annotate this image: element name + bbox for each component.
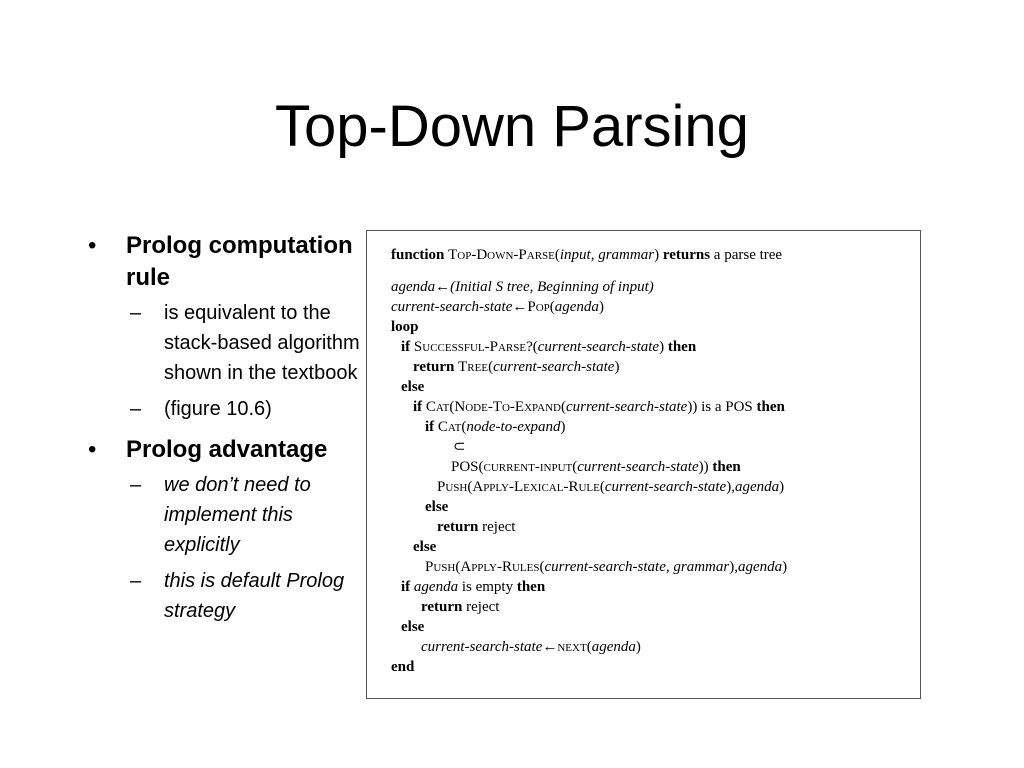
keyword: if: [401, 339, 411, 355]
paren: ): [654, 247, 660, 263]
paren: (: [467, 479, 473, 495]
function-name: next: [557, 639, 587, 655]
paren: (: [461, 419, 467, 435]
argument: agenda: [734, 479, 780, 495]
paren: ): [598, 299, 604, 315]
argument: current-search-state: [537, 339, 660, 355]
argument: current-search-state, grammar: [544, 559, 730, 575]
function-name: Apply-Rules: [460, 559, 540, 575]
algorithm-line-21: [391, 657, 920, 677]
argument: agenda: [413, 579, 459, 595]
bullet-item: [88, 434, 368, 626]
paren: ): [782, 559, 788, 575]
argument: current-search-state: [577, 459, 699, 475]
sub-item-text: is equivalent to the stack-based algorithm shown in the textbook: [164, 302, 360, 384]
argument: node-to-expand: [466, 419, 561, 435]
line-text: reject: [466, 599, 500, 615]
paren: ): [779, 479, 785, 495]
variable: current-search-state: [391, 299, 513, 315]
bullet-text: Prolog computation rule: [126, 232, 353, 291]
algorithm-line-13: [391, 497, 920, 517]
sub-list: [130, 298, 368, 424]
dash-marker: –: [130, 474, 142, 496]
bullet-marker: •: [88, 436, 97, 463]
argument: agenda: [737, 559, 783, 575]
sub-item: [130, 566, 368, 626]
line-text: a parse tree: [713, 247, 783, 263]
algorithm-line-14: [391, 517, 920, 537]
keyword: then: [756, 399, 785, 415]
keyword: return: [413, 359, 455, 375]
function-name: Push: [437, 479, 468, 495]
algorithm-line-10: [391, 437, 920, 457]
keyword: end: [391, 659, 415, 675]
argument: agenda: [591, 639, 636, 655]
algorithm-line-2: [391, 277, 920, 297]
line-text: is a POS: [701, 399, 753, 415]
keyword: function: [391, 247, 445, 263]
algorithm-line-20: [391, 637, 920, 657]
assign-arrow: ←: [512, 299, 528, 315]
slide-title: Top-Down Parsing: [275, 94, 749, 159]
algorithm-line-11: [391, 457, 920, 477]
function-name: Cat: [437, 419, 462, 435]
algorithm-line-6: [391, 357, 920, 377]
paren: (: [449, 399, 455, 415]
keyword: loop: [391, 319, 419, 335]
function-name: Push: [425, 559, 456, 575]
paren: (: [549, 299, 555, 315]
function-name: Cat: [425, 399, 450, 415]
argument: input, grammar: [559, 247, 655, 263]
function-name: Top-Down-Parse: [448, 247, 555, 263]
keyword: if: [425, 419, 435, 435]
algorithm-line-16: [391, 557, 920, 577]
bullet-list: [88, 230, 368, 636]
function-name: Tree: [458, 359, 489, 375]
sub-item: [130, 394, 368, 424]
separator: ),: [726, 479, 735, 495]
keyword: if: [413, 399, 423, 415]
keyword: return: [437, 519, 479, 535]
algorithm-line-9: [391, 417, 920, 437]
keyword: returns: [662, 247, 711, 263]
bullet-item: [88, 230, 368, 424]
paren: (: [554, 247, 560, 263]
dash-marker: –: [130, 570, 142, 592]
keyword: then: [516, 579, 546, 595]
paren: )): [698, 459, 709, 475]
keyword: else: [401, 619, 425, 635]
algorithm-line-15: [391, 537, 920, 557]
algorithm-line-3: [391, 297, 920, 317]
keyword: else: [425, 499, 449, 515]
bullet-marker: •: [88, 232, 97, 259]
function-name: Successful-Parse?: [413, 339, 533, 355]
keyword: then: [712, 459, 741, 475]
function-name: current-input: [483, 459, 573, 475]
paren: (: [539, 559, 545, 575]
separator: ),: [729, 559, 738, 575]
keyword: return: [421, 599, 463, 615]
paren: (: [572, 459, 578, 475]
algorithm-line-7: [391, 377, 920, 397]
sub-item: [130, 298, 368, 388]
paren: (: [586, 639, 592, 655]
argument: agenda: [554, 299, 599, 315]
function-name: Apply-Lexical-Rule: [472, 479, 600, 495]
paren: ): [635, 639, 641, 655]
paren: ): [659, 339, 665, 355]
pos-label: POS: [451, 459, 479, 475]
paren: (: [532, 339, 538, 355]
paren: ): [560, 419, 566, 435]
paren: )): [687, 399, 698, 415]
sub-item-text: (figure 10.6): [164, 398, 272, 420]
assign-arrow: ←: [542, 639, 558, 655]
value: (Initial S tree, Beginning of input): [450, 279, 654, 295]
algorithm-line-5: [391, 337, 920, 357]
paren: (: [478, 459, 484, 475]
algorithm-line-1: [391, 245, 920, 265]
assign-arrow: ←: [435, 279, 451, 295]
sub-item: [130, 470, 368, 560]
paren: (: [560, 399, 566, 415]
keyword: else: [401, 379, 425, 395]
paren: (: [599, 479, 605, 495]
paren: (: [455, 559, 461, 575]
keyword: then: [667, 339, 697, 355]
algorithm-line-8: [391, 397, 920, 417]
algorithm-figure: [366, 230, 921, 699]
paren: (: [488, 359, 494, 375]
bullet-text: Prolog advantage: [126, 436, 328, 463]
dash-marker: –: [130, 302, 142, 324]
line-text: reject: [482, 519, 516, 535]
argument: current-search-state: [565, 399, 688, 415]
sub-item-text: this is default Prolog strategy: [164, 570, 345, 622]
variable: agenda: [391, 279, 436, 295]
algorithm-line-12: [391, 477, 920, 497]
algorithm-line-17: [391, 577, 920, 597]
paren: ): [614, 359, 620, 375]
keyword: if: [401, 579, 411, 595]
keyword: else: [413, 539, 437, 555]
subset-symbol: ⊂: [453, 439, 466, 455]
function-name: Pop: [527, 299, 550, 315]
line-text: is empty: [461, 579, 514, 595]
argument: current-search-state: [493, 359, 615, 375]
algorithm-line-4: [391, 317, 920, 337]
variable: current-search-state: [421, 639, 543, 655]
algorithm-line-19: [391, 617, 920, 637]
sub-item-text: we don’t need to implement this explicitly: [164, 474, 311, 556]
dash-marker: –: [130, 398, 142, 420]
function-name: Node-To-Expand: [454, 399, 561, 415]
sub-list: [130, 470, 368, 626]
argument: current-search-state: [604, 479, 727, 495]
algorithm-line-18: [391, 597, 920, 617]
